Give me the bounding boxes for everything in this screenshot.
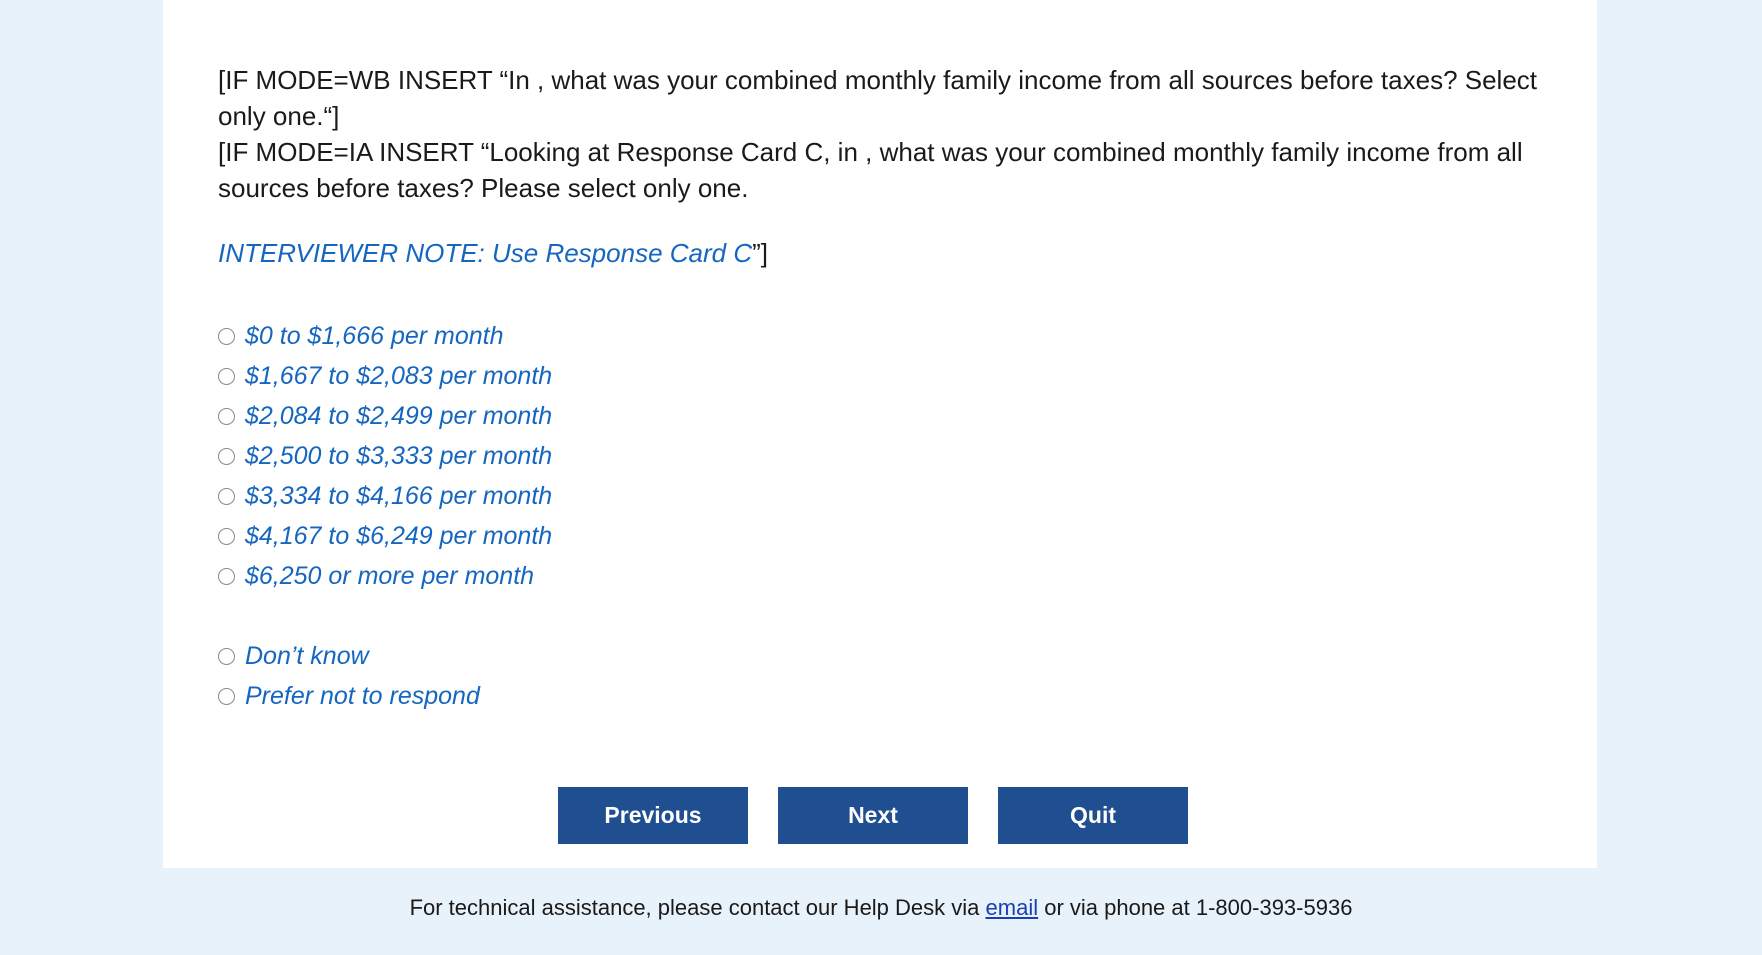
list-item[interactable]	[218, 316, 1118, 356]
list-item[interactable]	[218, 476, 1118, 516]
list-item[interactable]	[218, 516, 1118, 556]
radio-icon[interactable]	[218, 528, 235, 545]
question-line-ia: [IF MODE=IA INSERT “Looking at Response Card C, in , what was your combined monthly family income from all sources before taxes? Please select only one.	[218, 137, 1523, 203]
radio-icon[interactable]	[218, 568, 235, 585]
navigation-buttons	[558, 787, 1188, 844]
email-link[interactable]: email	[985, 895, 1039, 920]
option-label: Don’t know	[245, 642, 369, 670]
list-item[interactable]	[218, 676, 1118, 716]
list-item[interactable]	[218, 556, 1118, 596]
income-options-list	[218, 316, 1118, 716]
list-item[interactable]	[218, 636, 1118, 676]
interviewer-note	[218, 236, 1538, 270]
radio-icon[interactable]	[218, 648, 235, 665]
quit-button[interactable]: Quit	[998, 787, 1188, 844]
option-label: Prefer not to respond	[245, 682, 480, 710]
option-label: $0 to $1,666 per month	[245, 322, 504, 350]
option-label: $6,250 or more per month	[245, 562, 535, 590]
list-item[interactable]	[218, 356, 1118, 396]
question-line-wb: [IF MODE=WB INSERT “In , what was your combined monthly family income from all sources before taxes? Select only one.“]	[218, 65, 1538, 131]
option-label: $1,667 to $2,083 per month	[245, 362, 553, 390]
interviewer-note-text: INTERVIEWER NOTE: Use Response Card C	[218, 238, 753, 268]
radio-icon[interactable]	[218, 408, 235, 425]
next-button[interactable]: Next	[778, 787, 968, 844]
option-label: $2,500 to $3,333 per month	[245, 442, 553, 470]
footer-text-before: For technical assistance, please contact our Help Desk via	[409, 895, 986, 920]
radio-icon[interactable]	[218, 328, 235, 345]
option-label: $3,334 to $4,166 per month	[245, 482, 553, 510]
option-label: $2,084 to $2,499 per month	[245, 402, 553, 430]
help-desk-footer	[0, 895, 1762, 921]
radio-icon[interactable]	[218, 488, 235, 505]
question-block	[218, 62, 1538, 270]
footer-text-after: or via phone at 1-800-393-5936	[1038, 895, 1353, 920]
list-item[interactable]	[218, 396, 1118, 436]
list-item[interactable]	[218, 436, 1118, 476]
interviewer-note-tail: ”]	[752, 238, 768, 268]
radio-icon[interactable]	[218, 688, 235, 705]
option-label: $4,167 to $6,249 per month	[245, 522, 553, 550]
previous-button[interactable]: Previous	[558, 787, 748, 844]
radio-icon[interactable]	[218, 368, 235, 385]
radio-icon[interactable]	[218, 448, 235, 465]
survey-card	[163, 0, 1597, 868]
